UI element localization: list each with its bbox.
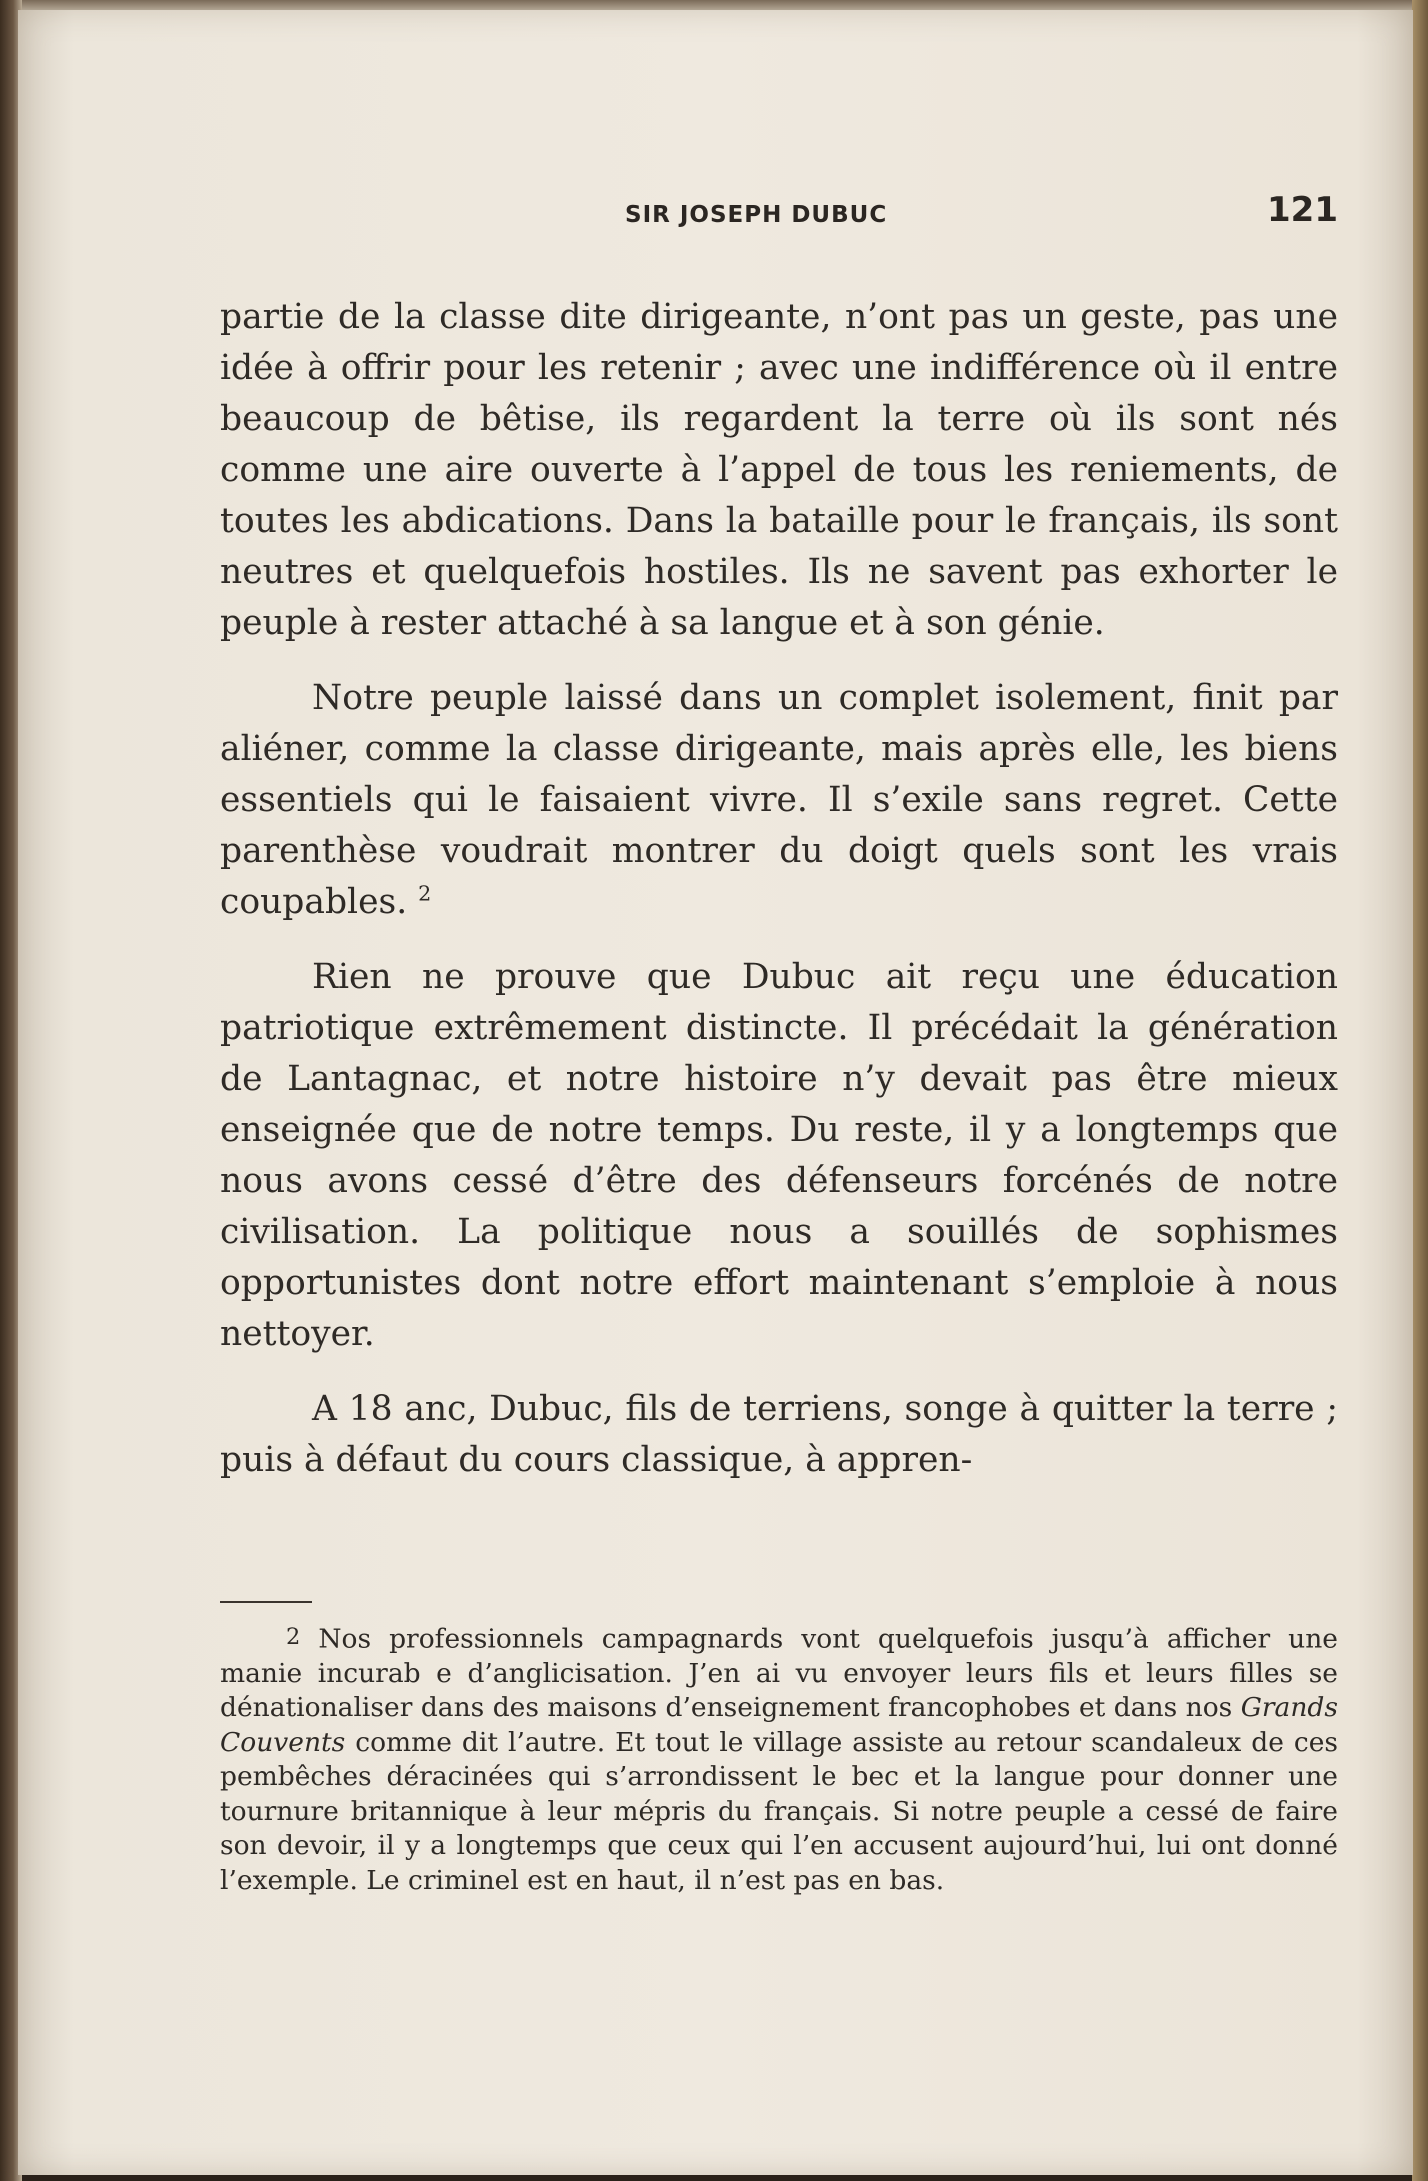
paragraph-1-text: partie de la classe dite dirigeante, n’ont pas un geste, pas une idée à offrir pour les retenir ; avec une indifférence où il entre beaucoup de bêtise, ils regardent la terre où ils sont nés comme une aire ouverte à l’appel de tous les reniements, de toutes les abdications. Dans la bataille pour le français, ils sont neutres et quelquefois hostiles. Ils ne savent pas exhorter le peuple à rester attaché à sa langue et à son génie. [220,297,1338,643]
paragraph-4 [220,1384,1338,1486]
paragraph-3 [220,952,1338,1360]
footnote-text-a: Nos professionnels campagnards vont quelquefois jusqu’à afficher une manie incurab e d’anglicisation. J’en ai vu envoyer leurs fils et leurs filles se dénationaliser dans des maisons d’enseignement francophobes et dans nos [220,1623,1338,1724]
paragraph-4-text: A 18 anc, Dubuc, fils de terriens, songe à quitter la terre ; puis à défaut du cours classique, à appren- [220,1389,1338,1480]
book-page-edge [1412,0,1428,2181]
paragraph-3-text: Rien ne prouve que Dubuc ait reçu une éducation patriotique extrêmement distincte. Il précédait la génération de Lantagnac, et notre histoire n’y devait pas être mieux enseignée que de notre temps. Du reste, il y a longtemps que nous avons cessé d’être des défenseurs forcénés de notre civilisation. La politique nous a souillés de sophismes opportunistes dont notre effort maintenant s’emploie à nous nettoyer. [220,957,1338,1354]
footnote-divider [220,1601,312,1603]
paragraph-2 [220,673,1338,928]
footnote-text-italic: Grands Couvents [220,1692,1338,1758]
page-number: 121 [1267,190,1338,230]
running-head: SIR JOSEPH DUBUC [625,202,888,228]
footnote-number: 2 [286,1624,301,1650]
footnote-reference: 2 [418,881,432,906]
main-text [220,292,1338,1510]
paragraph-1 [220,292,1338,649]
footnote-text-b: comme dit l’autre. Et tout le village assiste au retour scandaleux de ces pembêches déracinées qui s’arrondissent le bec et la langue pour donner une tournure britannique à leur mépris du français. Si notre peuple a cessé de faire son devoir, il y a longtemps que ceux qui l’en accusent aujourd’hui, lui ont donné l’exemple. Le criminel est en haut, il n’est pas en bas. [220,1726,1338,1896]
paragraph-2-text: Notre peuple laissé dans un complet isolement, finit par aliéner, comme la classe dirigeante, mais après elle, les biens essentiels qui le faisaient vivre. Il s’exile sans regret. Cette parenthèse voudrait montrer du doigt quels sont les vrais coupables. [220,678,1338,922]
footnote [220,1620,1338,1898]
page-header [220,190,1338,240]
